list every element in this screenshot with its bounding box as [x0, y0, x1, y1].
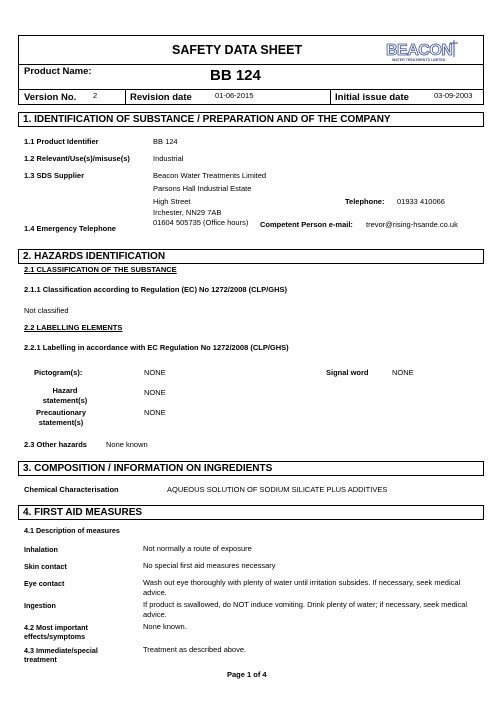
- telephone-label: Telephone:: [345, 197, 385, 206]
- pictogram-value: NONE: [144, 368, 166, 377]
- hazard-value: NONE: [144, 388, 166, 397]
- competent-label: Competent Person e-mail:: [260, 220, 353, 229]
- use-label: 1.2 Relevant/Use(s)/misuse(s): [24, 154, 130, 163]
- revision-value: 01-06-2015: [215, 91, 254, 100]
- logo-subtext: WATER TREATMENTS LIMITED: [392, 58, 446, 62]
- description-subheading: 4.1 Description of measures: [24, 526, 120, 535]
- first-aid-value: If product is swallowed, do NOT induce vomiting. Drink plenty of water; if necessary, seek medical advice.: [143, 600, 468, 619]
- divider: [125, 89, 126, 105]
- pictogram-label: Pictogram(s):: [34, 368, 83, 377]
- product-identifier-label: 1.1 Product Identifier: [24, 137, 99, 146]
- classification-subheading: 2.1 CLASSIFICATION OF THE SUBSTANCE: [24, 265, 177, 274]
- supplier-line: High Street: [153, 197, 191, 206]
- section-3-heading: 3. COMPOSITION / INFORMATION ON INGREDIENTS: [18, 461, 484, 476]
- classification-value: Not classified: [24, 306, 69, 315]
- emergency-value: 01604 505735 (Office hours): [153, 218, 249, 227]
- chemical-characterisation-value: AQUEOUS SOLUTION OF SODIUM SILICATE PLUS ADDITIVES: [167, 485, 388, 494]
- product-name-label: Product Name:: [24, 66, 92, 77]
- other-hazards-label: 2.3 Other hazards: [24, 440, 87, 449]
- version-label: Version No.: [24, 92, 77, 103]
- competent-value: trevor@rising-hsande.co.uk: [366, 220, 458, 229]
- classification-regulation: 2.1.1 Classification according to Regulation (EC) No 1272/2008 (CLP/GHS): [24, 285, 287, 294]
- document-title: SAFETY DATA SHEET: [172, 43, 303, 57]
- section-1-heading: 1. IDENTIFICATION OF SUBSTANCE / PREPARATION AND OF THE COMPANY: [18, 112, 484, 127]
- version-value: 2: [93, 91, 98, 100]
- revision-label: Revision date: [130, 92, 192, 103]
- first-aid-label: Inhalation: [24, 545, 58, 554]
- telephone-value: 01933 410066: [397, 197, 445, 206]
- precautionary-label: Precautionary statement(s): [35, 408, 87, 427]
- supplier-label: 1.3 SDS Supplier: [24, 171, 85, 180]
- precautionary-value: NONE: [144, 408, 166, 417]
- first-aid-value: None known.: [143, 622, 187, 631]
- section-4-heading: 4. FIRST AID MEASURES: [18, 505, 484, 520]
- page-number: Page 1 of 4: [227, 670, 267, 679]
- first-aid-value: No special first aid measures necessary: [143, 561, 276, 570]
- labelling-regulation: 2.2.1 Labelling in accordance with EC Regulation No 1272/2008 (CLP/GHS): [24, 343, 289, 352]
- supplier-line: Irchester, NN29 7AB: [153, 208, 222, 217]
- svg-text:BEACON: BEACON: [386, 42, 453, 59]
- first-aid-label: Skin contact: [24, 562, 67, 571]
- emergency-label: 1.4 Emergency Telephone: [24, 224, 116, 233]
- product-name: BB 124: [210, 67, 261, 84]
- hazard-label: Hazard statement(s): [42, 386, 88, 405]
- first-aid-value: Treatment as described above.: [143, 645, 247, 654]
- divider: [330, 89, 331, 105]
- signal-word-value: NONE: [392, 368, 414, 377]
- first-aid-label: Ingestion: [24, 601, 56, 610]
- signal-word-label: Signal word: [326, 368, 369, 377]
- product-identifier-value: BB 124: [153, 137, 178, 146]
- supplier-line: Parsons Hall Industrial Estate: [153, 184, 252, 193]
- initial-issue-label: Initial issue date: [335, 92, 409, 103]
- section-2-heading: 2. HAZARDS IDENTIFICATION: [18, 249, 484, 264]
- labelling-subheading: 2.2 LABELLING ELEMENTS: [24, 323, 123, 332]
- divider: [18, 89, 484, 90]
- first-aid-value: Not normally a route of exposure: [143, 544, 252, 553]
- first-aid-label: 4.2 Most important effects/symptoms: [24, 623, 88, 641]
- first-aid-label: 4.3 Immediate/special treatment: [24, 646, 98, 664]
- supplier-line: Beacon Water Treatments Limited: [153, 171, 267, 180]
- initial-issue-value: 03-09-2003: [434, 91, 473, 100]
- first-aid-value: Wash out eye thoroughly with plenty of water until irritation subsides. If necessary, seek medical advice.: [143, 578, 461, 597]
- use-value: Industrial: [153, 154, 184, 163]
- other-hazards-value: None known: [106, 440, 148, 449]
- first-aid-label: Eye contact: [24, 579, 65, 588]
- divider: [18, 64, 484, 65]
- chemical-characterisation-label: Chemical Characterisation: [24, 485, 119, 494]
